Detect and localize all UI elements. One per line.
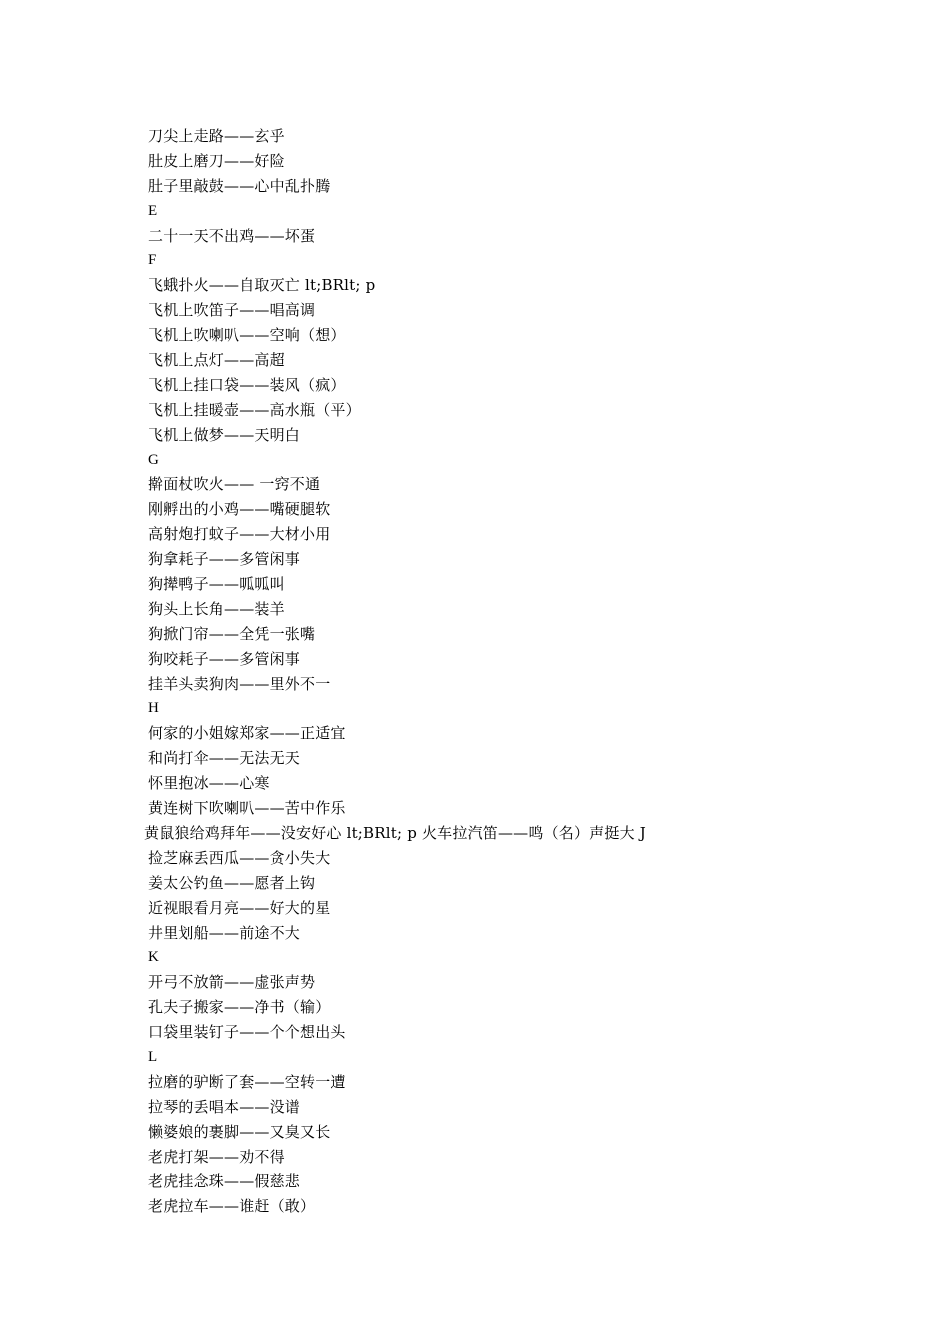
text-line: 黄连树下吹喇叭——苦中作乐 xyxy=(148,799,346,818)
document-body xyxy=(144,124,868,1219)
text-line: 井里划船——前途不大 xyxy=(148,923,301,942)
section-letter-heading: L xyxy=(148,1048,158,1065)
text-line: 怀里抱冰——心寒 xyxy=(148,774,270,793)
text-line: 狗咬耗子——多管闲事 xyxy=(148,649,301,668)
text-line: 黄鼠狼给鸡拜年——没安好心 lt;BRlt; p 火车拉汽笛——鸣（名）声挺大 J xyxy=(144,823,646,842)
text-line: 高射炮打蚊子——大材小用 xyxy=(148,525,331,544)
section-letter-heading: G xyxy=(148,451,160,468)
text-line: 狗撵鸭子——呱呱叫 xyxy=(148,575,285,594)
section-letter-heading: H xyxy=(148,700,160,717)
text-line: 飞机上做梦——天明白 xyxy=(148,425,301,444)
text-line: 肚子里敲鼓——心中乱扑腾 xyxy=(148,176,331,195)
text-line: 狗掀门帘——全凭一张嘴 xyxy=(148,624,316,643)
section-letter-heading: E xyxy=(148,202,158,219)
text-line: 懒婆娘的裹脚——又臭又长 xyxy=(148,1122,331,1141)
text-line: 擀面杖吹火—— 一窍不通 xyxy=(148,475,321,494)
text-line: 开弓不放箭——虚张声势 xyxy=(148,973,316,992)
text-line: 肚皮上磨刀——好险 xyxy=(148,151,285,170)
text-line: 口袋里装钉子——个个想出头 xyxy=(148,1023,346,1042)
text-line: 何家的小姐嫁郑家——正适宜 xyxy=(148,724,346,743)
text-line: 拉琴的丢唱本——没谱 xyxy=(148,1097,301,1116)
text-line: 狗拿耗子——多管闲事 xyxy=(148,550,301,569)
section-letter-heading: F xyxy=(148,252,157,269)
text-line: 飞机上吹笛子——唱高调 xyxy=(148,301,316,320)
text-line: 飞蛾扑火——自取灭亡 lt;BRlt; p xyxy=(148,276,376,295)
text-line: 拉磨的驴断了套——空转一遭 xyxy=(148,1072,346,1091)
text-line: 孔夫子搬家——净书（输） xyxy=(148,998,331,1017)
section-letter-heading: K xyxy=(148,949,160,966)
text-line: 刀尖上走路——玄乎 xyxy=(148,127,285,145)
text-line: 狗头上长角——装羊 xyxy=(148,599,285,618)
text-line: 姜太公钓鱼——愿者上钩 xyxy=(148,873,316,892)
text-line: 刚孵出的小鸡——嘴硬腿软 xyxy=(148,500,331,519)
text-line: 老虎打架——劝不得 xyxy=(148,1147,285,1166)
text-line: 飞机上挂口袋——装风（疯） xyxy=(148,375,346,394)
text-line: 飞机上点灯——高超 xyxy=(148,351,285,370)
text-line: 二十一天不出鸡——坏蛋 xyxy=(148,226,316,245)
text-line: 飞机上吹喇叭——空响（想） xyxy=(148,326,346,345)
text-line: 捡芝麻丢西瓜——贪小失大 xyxy=(148,848,331,867)
text-line: 挂羊头卖狗肉——里外不一 xyxy=(148,674,331,693)
text-line: 和尚打伞——无法无天 xyxy=(148,749,301,768)
text-line: 近视眼看月亮——好大的星 xyxy=(148,898,331,917)
text-line: 老虎拉车——谁赶（敢） xyxy=(148,1197,316,1216)
text-line: 飞机上挂暖壶——高水瓶（平） xyxy=(148,400,361,419)
text-line: 老虎挂念珠——假慈悲 xyxy=(148,1172,301,1191)
